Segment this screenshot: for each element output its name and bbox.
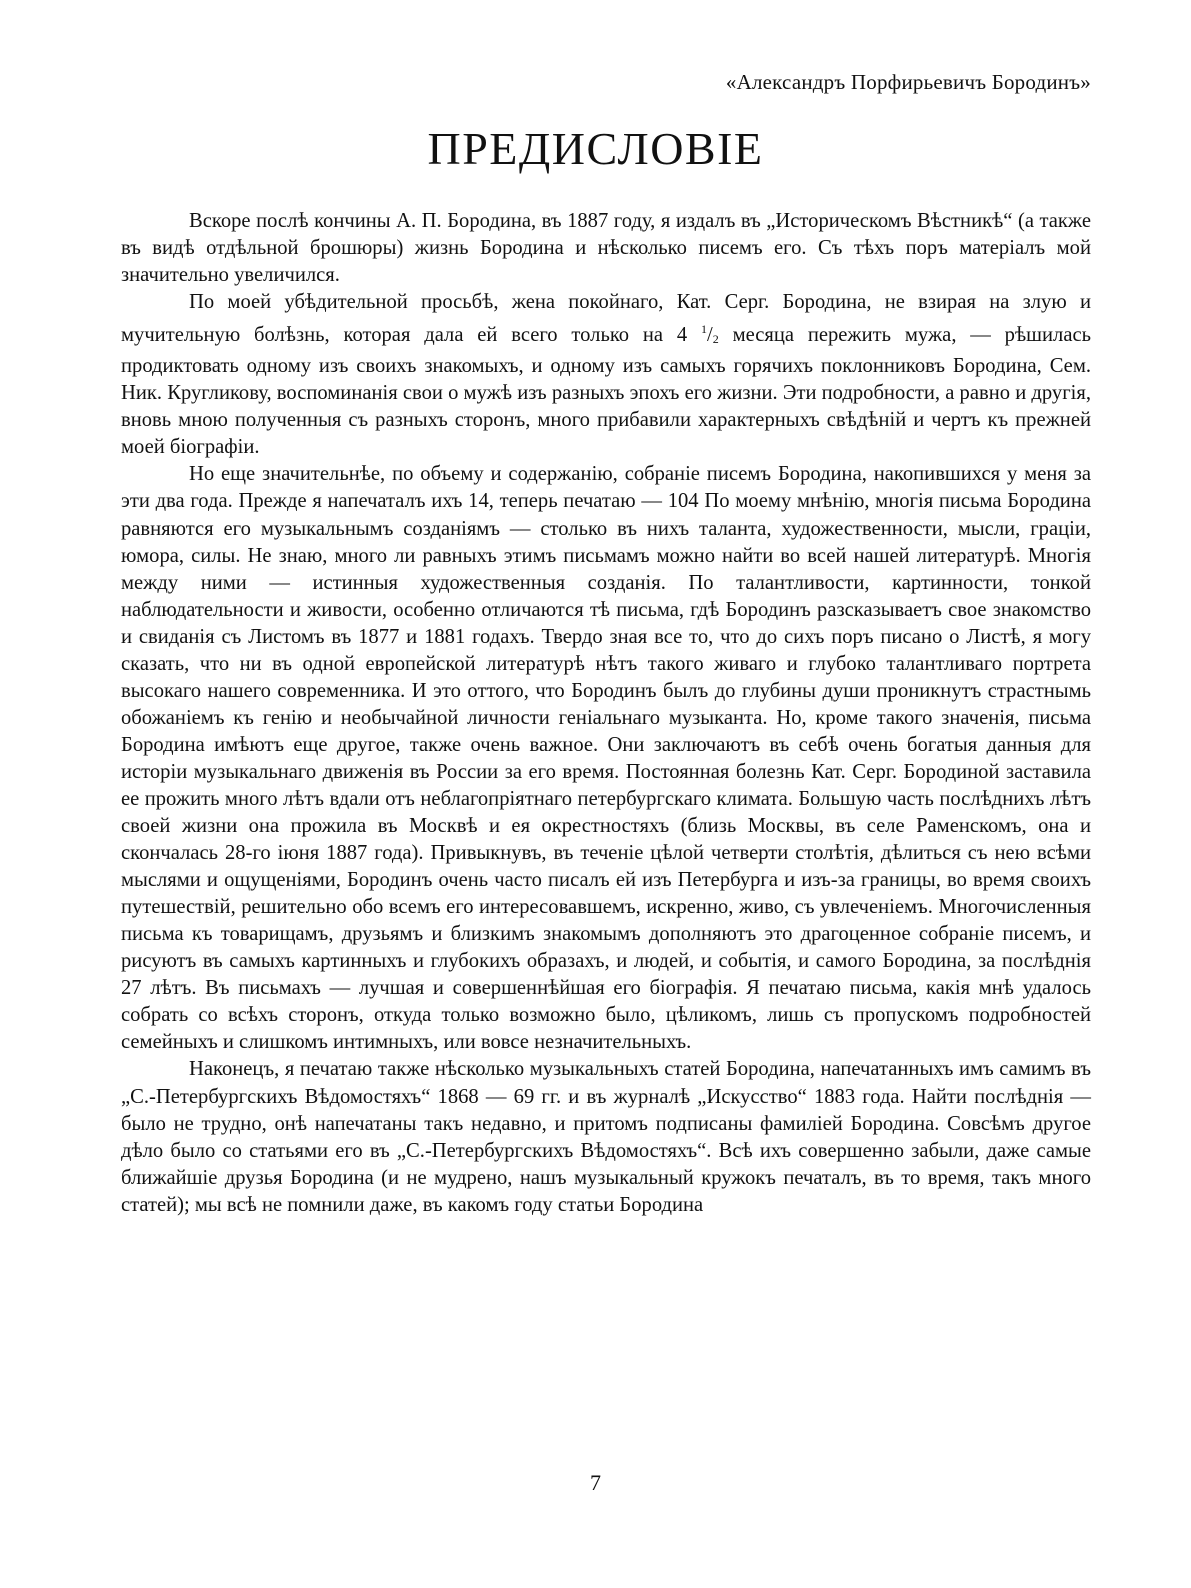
fraction-one-half: $^1/_2$: [701, 322, 719, 347]
paragraph-2-text-a: По моей убѣдительной просьбѣ, жена покойнаго, Кат. Серг. Бородина, не взирая на злую и мучительную болѣзнь, которая дала ей всего только на 4: [121, 291, 1091, 347]
fraction-denominator: 2: [712, 332, 719, 347]
paragraph-3: Но еще значительнѣе, по объему и содержанію, собраніе писемъ Бородина, накопившихся у меня за эти два года. Прежде я напечаталъ ихъ 14, теперь печатаю — 104 По моему мнѣнію, многія письма Бородина равняются его музыкальнымъ созданіямъ — столько въ нихъ таланта, художественности, мысли, граціи, юмора, силы. Не знаю, много ли равныхъ этимъ письмамъ можно найти во всей нашей литературѣ. Многія между ними — истинныя художественныя созданія. По талантливости, картинности, тонкой наблюдательности и живости, особенно отличаются тѣ письма, гдѣ Бородинъ разсказываетъ свое знакомство и свиданія съ Листомъ въ 1877 и 1881 годахъ. Твердо зная все то, что до сихъ поръ писано о Листѣ, я могу сказать, что ни въ одной европейской литературѣ нѣтъ такого живаго и глубоко талантливаго портрета высокаго нашего современника. И это оттого, что Бородинъ былъ до глубины души проникнутъ страстнымь обожаніемъ къ генію и необычайной личности геніальнаго музыканта. Но, кроме такого значенія, письма Бородина имѣютъ еще другое, также очень важное. Они заключаютъ въ себѣ очень богатыя данныя для исторіи музыкальнаго движенія въ России за его время. Постоянная болезнь Кат. Серг. Бородиной заставила ее прожить много лѣтъ вдали отъ неблагопріятнаго петербургскаго климата. Большую часть послѣднихъ лѣтъ своей жизни она прожила въ Москвѣ и ея окрестностяхъ (близь Москвы, въ селе Раменскомъ, она и скончалась 28-го іюня 1887 года). Привыкнувъ, въ теченіе цѣлой четверти столѣтія, дѣлиться съ нею всѣми мыслями и ощущеніями, Бородинъ очень часто писалъ ей изъ Петербурга и изъ-за границы, во время своихъ путешествій, решительно обо всемъ его интересовавшемъ, искренно, живо, съ увлеченіемъ. Многочисленныя письма къ товарищамъ, друзьямъ и близкимъ знакомымъ дополняютъ это драгоценное собраніе писемъ, и рисуютъ въ самыхъ картинныхъ и глубокихъ образахъ, и людей, и событія, и самого Бородина, за послѣднія 27 лѣтъ. Въ письмахъ — лучшая и совершеннѣйшая его біографія. Я печатаю письма, какія мнѣ удалось собрать со всѣхъ сторонъ, откуда только возможно было, цѣликомъ, лишь съ пропускомъ подробностей семейныхъ и слишкомъ интимныхъ, или вовсе незначительныхъ.: [121, 463, 1091, 1054]
page-number: 7: [590, 1470, 601, 1495]
paragraph-2-text-b: месяца пережить мужа, — рѣшилась продиктовать одному изъ своихъ знакомыхъ, и одному изъ самыхъ горячихъ поклонниковъ Бородина, Сем. Ник. Кругликову, воспоминанія свои о мужѣ изъ разныхъ эпохъ его жизни. Эти подробности, а равно и другія, вновь мною полученныя съ разныхъ сторонъ, много прибавили характерныхъ свѣдѣній и чертъ къ прежней моей біографіи.: [121, 324, 1091, 459]
paragraph-1: Вскоре послѣ кончины А. П. Бородина, въ 1887 году, я издалъ въ „Историческомъ Вѣстникѣ“ (а также въ видѣ отдѣльной брошюры) жизнь Бородина и нѣсколько писемъ его. Съ тѣхъ поръ матеріалъ мой значительно увеличился.: [121, 210, 1091, 287]
running-header: «Александръ Порфирьевичъ Бородинъ»: [725, 70, 1091, 94]
paragraph-4: Наконецъ, я печатаю также нѣсколько музыкальныхъ статей Бородина, напечатанныхъ имъ самимъ въ „С.-Петербургскихъ Вѣдомостяхъ“ 1868 — 69 гг. и въ журналѣ „Искусство“ 1883 года. Найти послѣднія — было не трудно, онѣ напечатаны такъ недавно, и притомъ подписаны фамиліей Бородина. Совсѣмъ другое дѣло было со статьями его въ „С.-Петербургскихъ Вѣдомостяхъ“. Всѣ ихъ совершенно забыли, даже самые ближайшіе друзья Бородина (и не мудрено, нашъ музыкальный кружокъ печаталъ, въ то время, такъ много статей); мы всѣ не помнили даже, въ какомъ году статьи Бородина: [121, 1058, 1091, 1216]
paragraph-2: [121, 289, 1091, 461]
chapter-title: ПРЕДИСЛОВІЕ: [427, 123, 764, 174]
fraction-numerator: 1: [701, 322, 708, 337]
body-text: [121, 208, 1091, 1219]
